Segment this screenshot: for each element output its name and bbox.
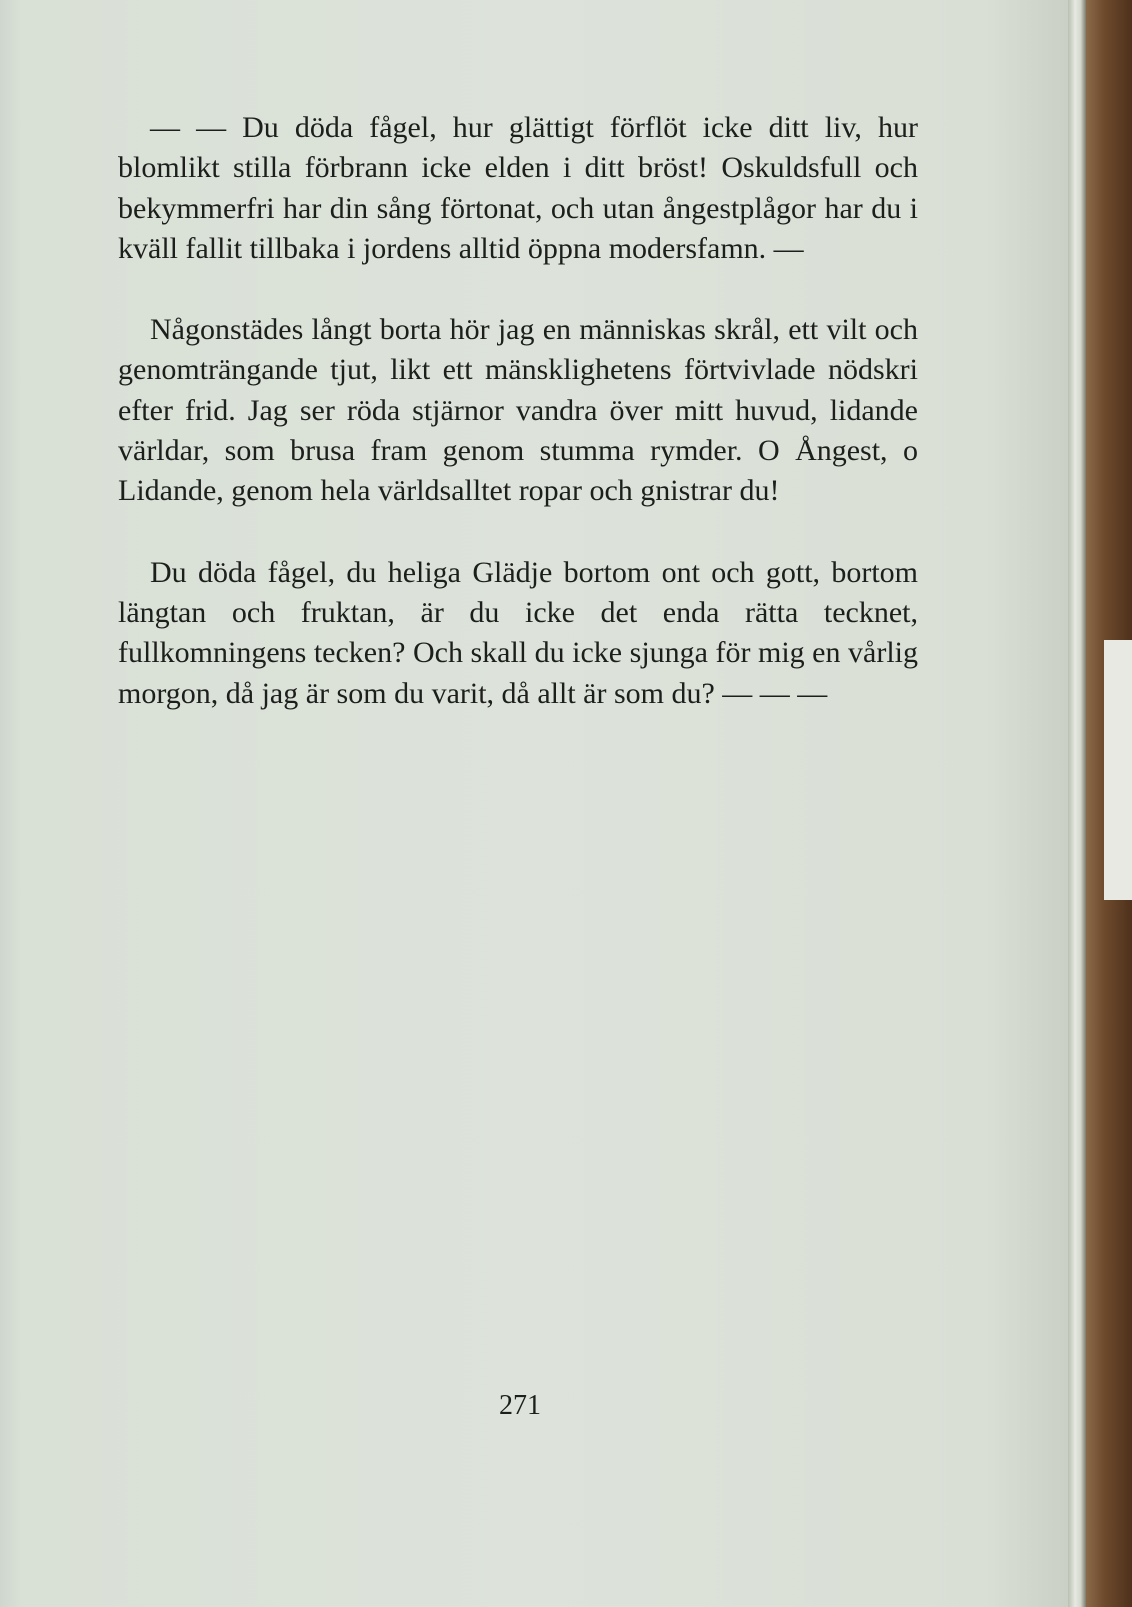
paragraph-3: Du döda fågel, du heliga Glädje bortom ont och gott, bortom längtan och fruktan, är du icke det enda rätta tecknet, fullkomningens tecken? Och skall du icke sjunga för mig en vårlig morgon, då jag är som du varit, då allt är som du? — — — bbox=[118, 555, 918, 710]
adjacent-leaf-edge bbox=[1104, 640, 1132, 900]
body-text bbox=[118, 108, 918, 755]
paragraph-1: — — Du döda fågel, hur glättigt förflöt icke ditt liv, hur blomlikt stilla förbrann icke elden i ditt bröst! Oskuldsfull och bekymmerfri har din sång förtonat, och utan ångestplågor har du i kväll fallit tillbaka i jordens alltid öppna modersfamn. — bbox=[118, 111, 918, 265]
paragraph-2: Någonstädes långt borta hör jag en människas skrål, ett vilt och genomträngande tjut, likt ett mänsklighetens förtvivlade nödskri efter frid. Jag ser röda stjärnor vandra över mitt huvud, lidande världar, som brusa fram genom stumma rymder. O Ångest, o Lidande, genom hela världsalltet ropar och gnistrar du! bbox=[118, 313, 918, 508]
page-number: 271 bbox=[499, 1390, 541, 1421]
page-gutter bbox=[1068, 0, 1086, 1607]
